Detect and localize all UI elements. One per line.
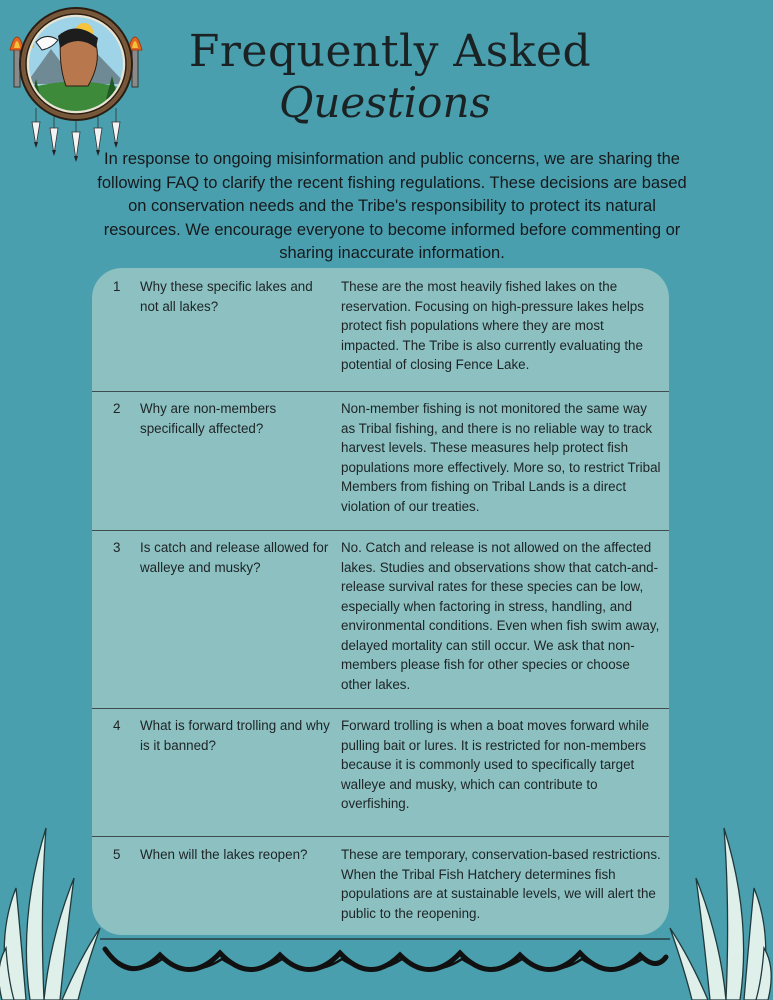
- tribal-seal-logo: [6, 4, 146, 164]
- faq-panel: [92, 268, 669, 935]
- page-title: Frequently Asked: [188, 26, 592, 77]
- wave-border-icon: [100, 935, 670, 985]
- faq-number: 1: [113, 279, 121, 294]
- faq-number: 2: [113, 401, 121, 416]
- faq-answer: These are temporary, conservation-based restrictions. When the Tribal Fish Hatchery determines fish populations are at sustainable levels, we will alert the public to the reopening.: [341, 847, 661, 921]
- faq-question: What is forward trolling and why is it banned?: [140, 718, 330, 753]
- faq-answer: These are the most heavily fished lakes on the reservation. Focusing on high-pressure lakes helps protect fish populations where they are most impacted. The Tribe is also currently evaluating the potential of closing Fence Lake.: [341, 279, 644, 372]
- faq-question: Why these specific lakes and not all lakes?: [140, 279, 313, 314]
- faq-divider: [92, 391, 669, 392]
- faq-answer: Non-member fishing is not monitored the same way as Tribal fishing, and there is no reliable way to track harvest levels. These measures help protect fish populations more effectively. More so, to restrict Tribal Members from fishing on Tribal Lands is a direct violation of our treaties.: [341, 401, 661, 514]
- seaweed-right-icon: [660, 818, 773, 1000]
- faq-divider: [92, 530, 669, 531]
- seaweed-left-icon: [0, 818, 110, 1000]
- faq-divider: [92, 836, 669, 837]
- page-title-script: Questions: [278, 78, 492, 127]
- faq-number: 5: [113, 847, 121, 862]
- faq-number: 4: [113, 718, 121, 733]
- faq-question: Why are non-members specifically affected?: [140, 401, 277, 436]
- faq-divider: [92, 708, 669, 709]
- faq-question: When will the lakes reopen?: [140, 847, 308, 862]
- intro-paragraph: In response to ongoing misinformation and public concerns, we are sharing the following FAQ to clarify the recent fishing regulations. These decisions are based on conservation needs and the Tribe's responsibility to protect its natural resources. We encourage everyone to become informed before commenting or sharing inaccurate information.: [97, 150, 687, 262]
- faq-question: Is catch and release allowed for walleye and musky?: [140, 540, 329, 575]
- faq-answer: Forward trolling is when a boat moves forward while pulling bait or lures. It is restricted for non-members because it is commonly used to specifically target walleye and musky, which can contribute to overfishing.: [341, 718, 650, 811]
- faq-number: 3: [113, 540, 121, 555]
- faq-answer: No. Catch and release is not allowed on the affected lakes. Studies and observations show that catch-and-release survival rates for these species can be low, especially when factoring in stress, handling, and environmental conditions. Even when fish swim away, delayed mortality can still occur. We ask that non-members please fish for other species or choose other lakes.: [341, 540, 660, 692]
